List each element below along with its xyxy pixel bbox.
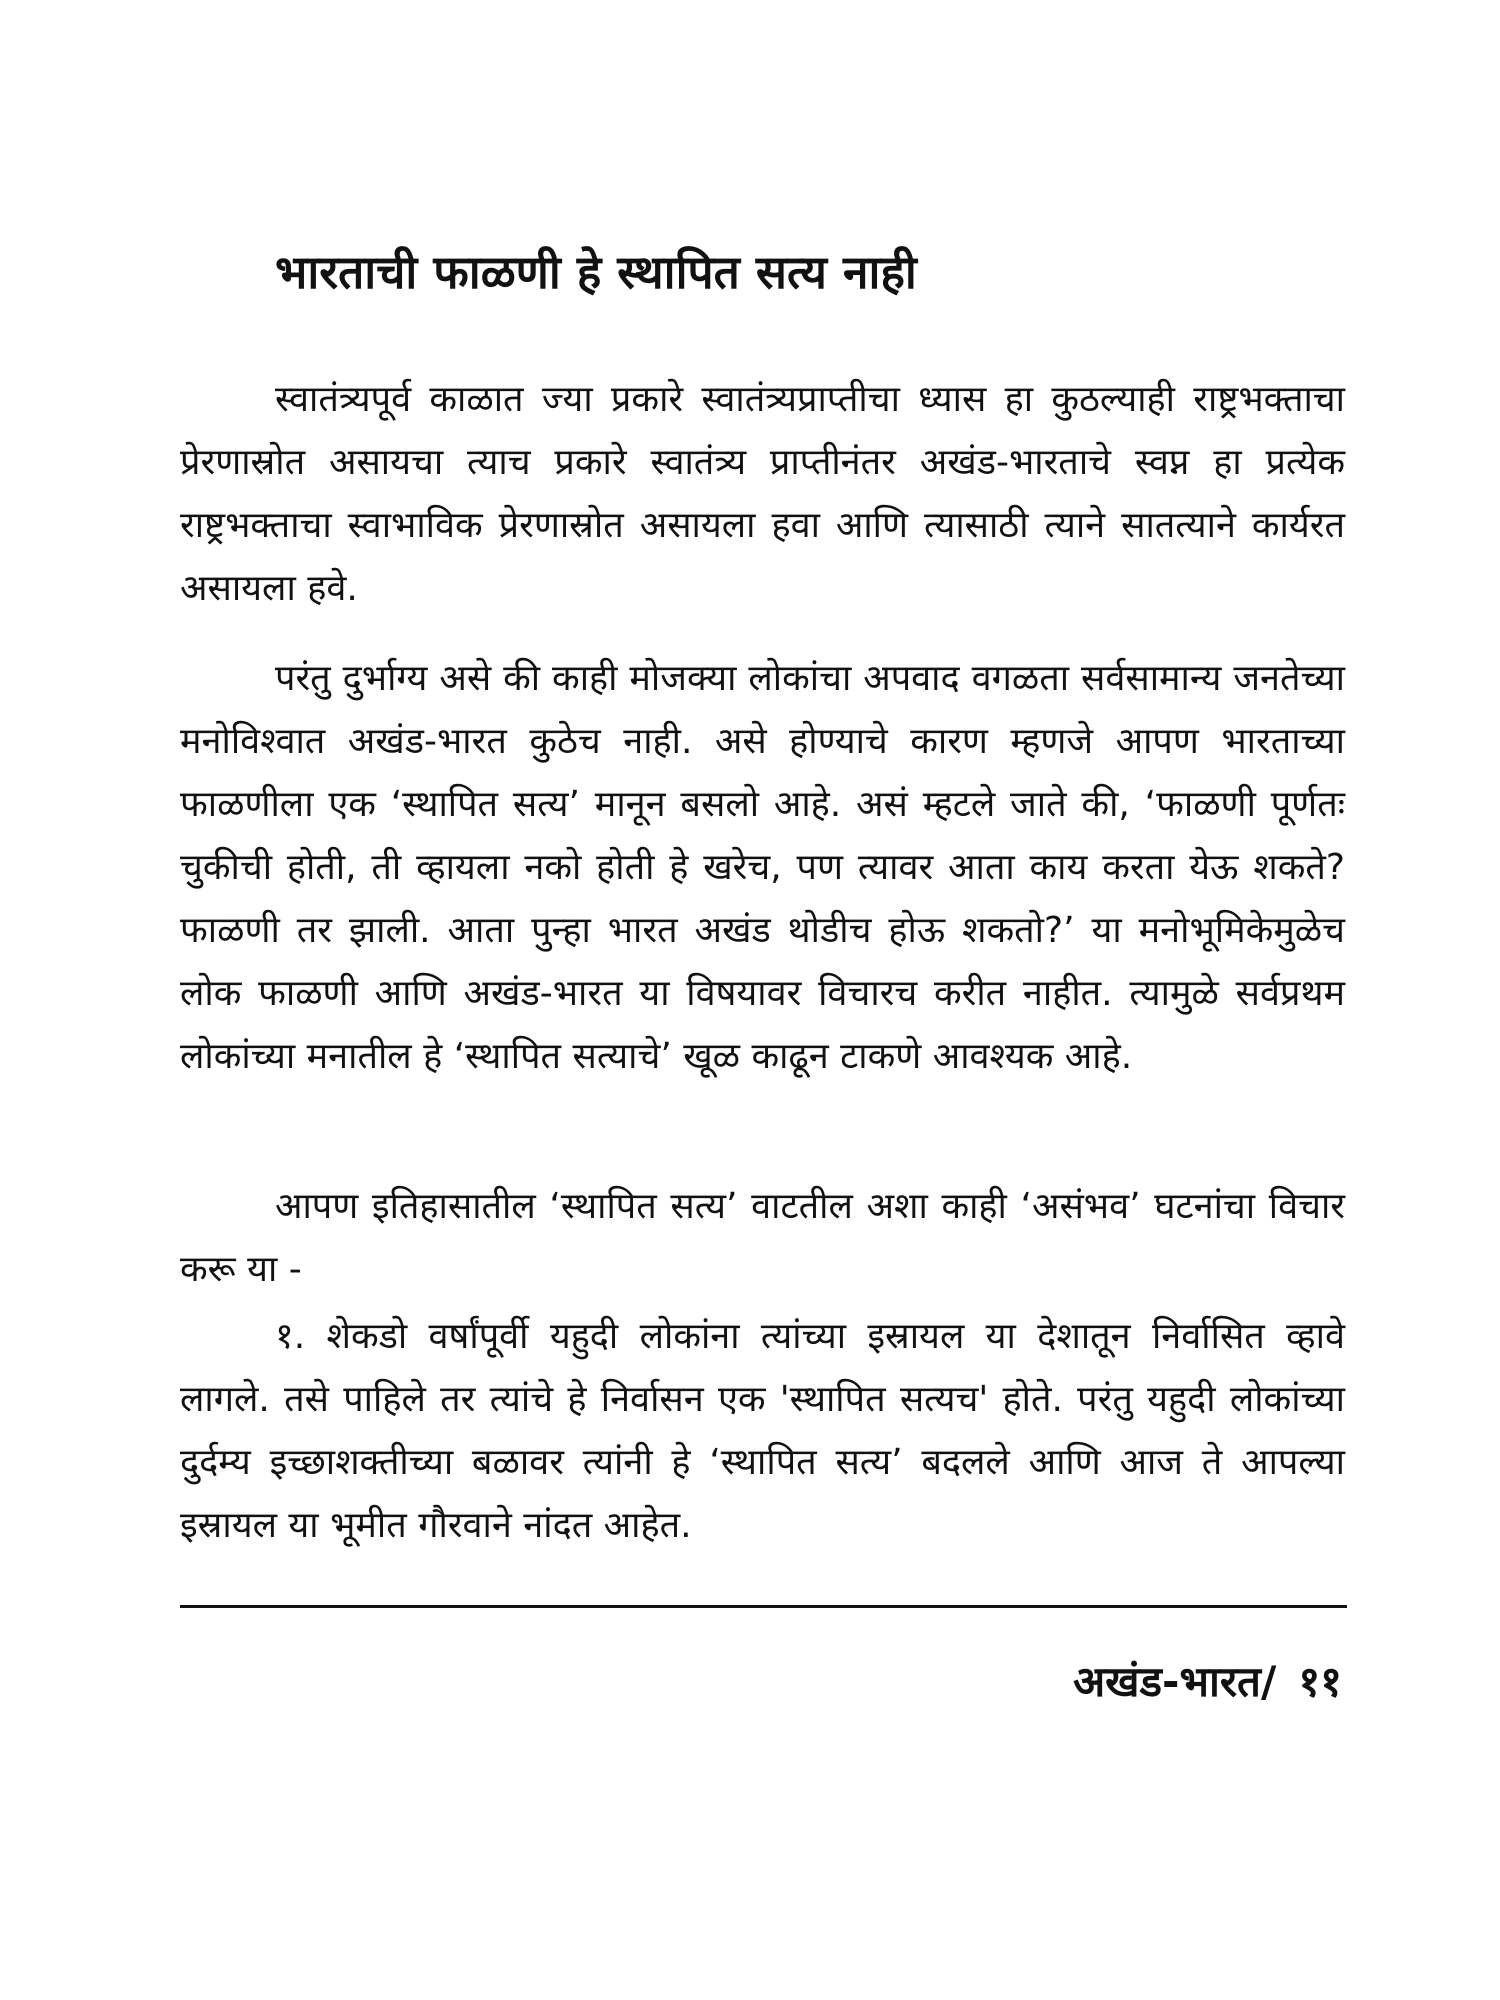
- page-footer: [1073, 1652, 1342, 1709]
- paragraph-2: परंतु दुर्भाग्य असे की काही मोजक्या लोकांचा अपवाद वगळता सर्वसामान्य जनतेच्या मनोविश्वात अखंड-भारत कुठेच नाही. असे होण्याचे कारण म्हणजे आपण भारताच्या फाळणीला एक ‘स्थापित सत्य’ मानून बसलो आहे. असं म्हटले जाते की, ‘फाळणी पूर्णतः चुकीची होती, ती व्हायला नको होती हे खरेच, पण त्यावर आता काय करता येऊ शकते? फाळणी तर झाली. आता पुन्हा भारत अखंड थोडीच होऊ शकतो?’ या मनोभूमिकेमुळेच लोक फाळणी आणि अखंड-भारत या विषयावर विचारच करीत नाहीत. त्यामुळे सर्वप्रथम लोकांच्या मनातील हे ‘स्थापित सत्याचे’ खूळ काढून टाकणे आवश्यक आहे.: [180, 658, 1345, 1077]
- chapter-title: भारताची फाळणी हे स्थापित सत्य नाही: [275, 245, 917, 299]
- paragraph-1: स्वातंत्र्यपूर्व काळात ज्या प्रकारे स्वातंत्र्यप्राप्तीचा ध्यास हा कुठल्याही राष्ट्रभक्ताचा प्रेरणास्रोत असायचा त्याच प्रकारे स्वातंत्र्य प्राप्तीनंतर अखंड-भारताचे स्वप्न हा प्रत्येक राष्ट्रभक्ताचा स्वाभाविक प्रेरणास्रोत असायला हवा आणि त्यासाठी त्याने सातत्याने कार्यरत असायला हवे.: [180, 379, 1345, 609]
- paragraph-3: आपण इतिहासातील ‘स्थापित सत्य’ वाटतील अशा काही ‘असंभव’ घटनांचा विचार करू या -: [180, 1186, 1345, 1290]
- paragraph-4: १. शेकडो वर्षांपूर्वी यहुदी लोकांना त्यांच्या इस्रायल या देशातून निर्वासित व्हावे लागले. तसे पाहिले तर त्यांचे हे निर्वासन एक 'स्थापित सत्यच' होते. परंतु यहुदी लोकांच्या दुर्दम्य इच्छाशक्तीच्या बळावर त्यांनी हे ‘स्थापित सत्य’ बदलले आणि आज ते आपल्या इस्रायल या भूमीत गौरवाने नांदत आहेत.: [180, 1316, 1345, 1546]
- footer-separator: /: [1260, 1657, 1277, 1706]
- page-number: ११: [1298, 1657, 1342, 1706]
- footer-divider: [180, 1605, 1347, 1608]
- footer-book-title: अखंड-भारत: [1073, 1657, 1261, 1706]
